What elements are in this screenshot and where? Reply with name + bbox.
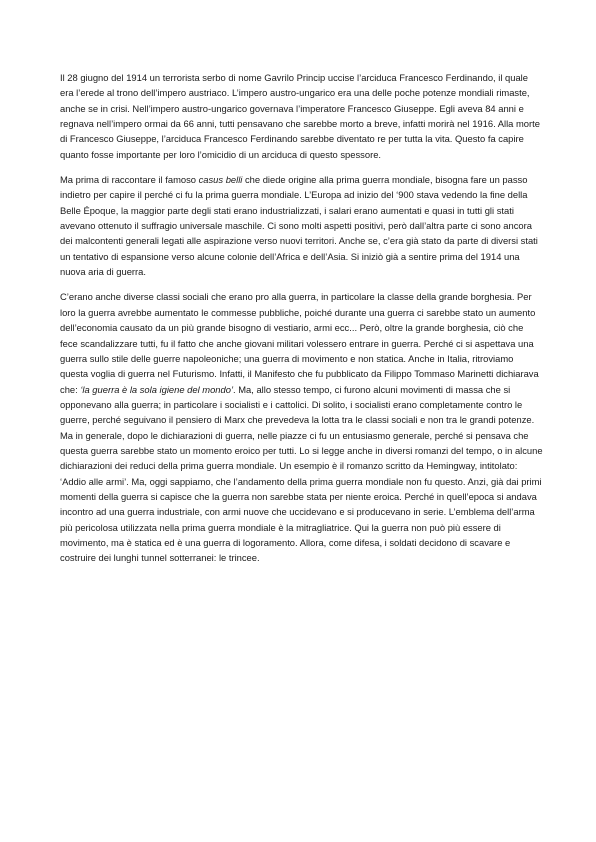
paragraph-assassination — [60, 70, 543, 162]
italic-term: casus belli — [198, 174, 243, 186]
paragraph-background — [60, 172, 543, 279]
paragraph-text: Ma prima di raccontare il famoso — [60, 174, 199, 186]
paragraph-text: C’erano anche diverse classi sociali che erano pro alla guerra, in particolare la classe della grande borghesia. Per loro la guerra avrebbe aumentato le commesse pubbliche, poiché durante una guerra ci sarebbe stato un aumento dell’economia causato da un più grande bisogno di vestiario, armi ecc... Però, oltre la grande borghesia, ciò che fece scandalizzare tutti, fu il fatto che anche giovani militari volessero entrare in guerra. Perché ci si aspettava una guerra sullo stile delle guerre napoleoniche; una guerra di movimento e non statica. Anche in Italia, ritroviamo questa voglia di guerra nel Futurismo. Infatti, il Manifesto che fu pubblicato da Filippo Tommaso Marinetti dichiarava che: — [60, 291, 539, 395]
paragraph-text: Il 28 giugno del 1914 un terrorista serbo di nome Gavrilo Princip uccise l’arciduca Francesco Ferdinando, il quale era l’erede al trono dell’impero austriaco. L’impero austro-ungarico era una delle poche potenze mondiali rimaste, anche se in crisi. Nell’impero austro-ungarico governava l’imperatore Francesco Giuseppe. Egli aveva 84 anni e regnava nell’impero ormai da 66 anni, tutti pensavano che sarebbe morto a breve, infatti morirà nel 1916. Alla morte di Francesco Giuseppe, l’arciduca Francesco Ferdinando sarebbe diventato re per tutta la vita. Questo fa capire quanto fosse importante per loro l’omicidio di un arciduca di questo spessore. — [60, 72, 540, 160]
paragraph-text: che diede origine alla prima guerra mondiale, bisogna fare un passo indietro per capire il perché ci fu la prima guerra mondiale. L’Europa ad inizio del ‘900 stava vedendo la fine della Belle Époque, la maggior parte degli stati erano industrializzati, i salari erano aumentati e quasi in tutti gli stati avevano ottenuto il suffragio universale maschile. Ci sono molti aspetti positivi, però dall’altra parte ci sono ancora dei malcontenti generali legati alle aspirazione verso nuovi territori. Anche se, c’era già stato da parte di diversi stati un tentativo di espansione verso alcune colonie dell’Africa e dell’Asia. Si iniziò già a sentire prima del 1914 una nuova aria di guerra. — [60, 174, 538, 278]
paragraph-social-classes — [60, 289, 543, 565]
paragraph-text: . Ma, allo stesso tempo, ci furono alcuni movimenti di massa che si opponevano alla guerra; in particolare i socialisti e i cattolici. Di solito, i socialisti erano completamente contro le guerre, perché seguivano il pensiero di Marx che prevedeva la lotta tra le classi sociali e non tra le grandi potenze. Ma in generale, dopo le dichiarazioni di guerra, nelle piazze ci fu un entusiasmo generale, perché si pensava che questa guerra sarebbe stato un momento eroico per tutti. Lo si legge anche in diversi romanzi del tempo, o in alcune dichiarazioni dei reduci della prima guerra mondiale. Un esempio è il romanzo scritto da Hemingway, intitolato: ‘Addio alle armi’. Ma, oggi sappiamo, che l’andamento della prima guerra mondiale non fu questo. Anzi, già dai primi momenti della guerra si capisce che la guerra non sarebbe stata per niente eroica. Perché in quell’epoca si andava incontro ad una guerra industriale, con armi nuove che uccidevano e si producevano in serie. L’emblema dell’arma più pericolosa utilizzata nella prima guerra mondiale è la mitragliatrice. Qui la guerra non può più essere di movimento, ma è statica ed è una guerra di logoramento. Allora, come difesa, i soldati decidono di scavare e costruire dei lunghi tunnel sotterranei: le trincee. — [60, 383, 543, 564]
document-page — [60, 70, 543, 576]
italic-quote: ‘la guerra è la sola igiene del mondo’ — [80, 383, 234, 395]
